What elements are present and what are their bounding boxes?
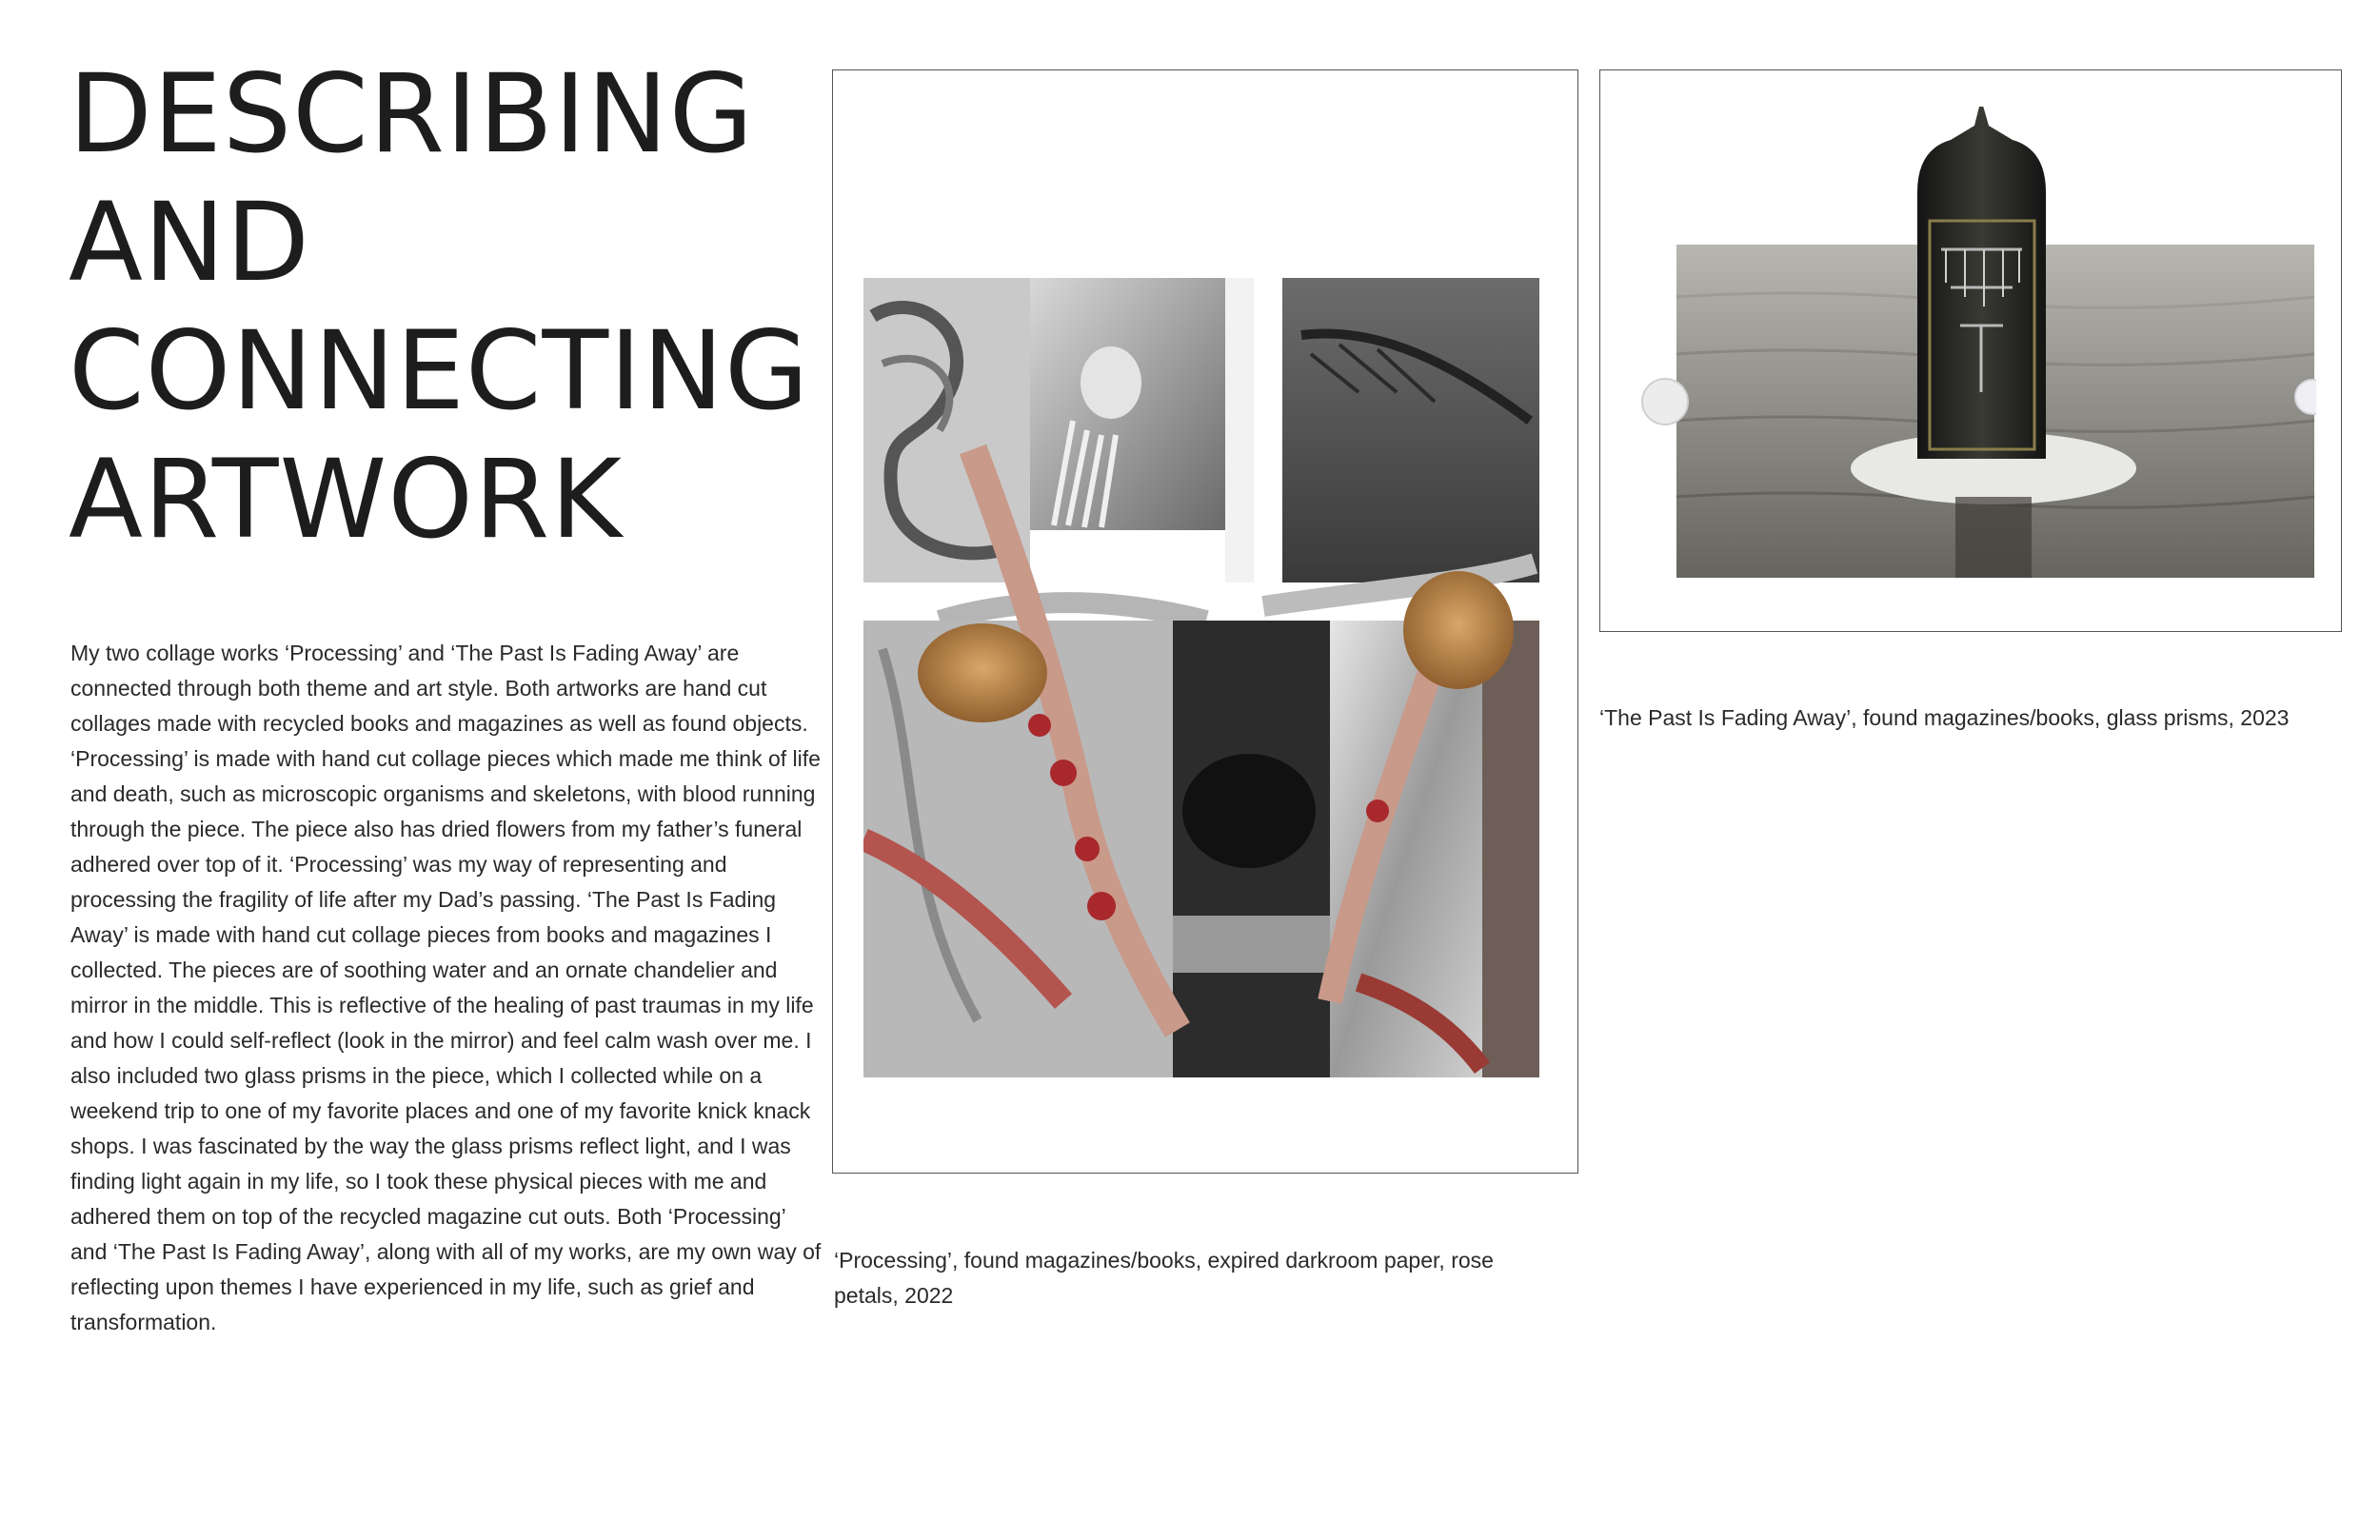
processing-collage-image [863, 278, 1539, 1077]
processing-artwork-frame [832, 69, 1578, 1174]
past-fading-caption: ‘The Past Is Fading Away’, found magazines/books, glass prisms, 2023 [1599, 705, 2290, 730]
title-line-3: CONNECTING [69, 307, 810, 434]
artist-statement: My two collage works ‘Processing’ and ‘The Past Is Fading Away’ are connected through both theme and art style. Both artworks are hand cut collages made with recycled books and magazines as well as found objects. ‘Processing’ is made with hand cut collage pieces which made me think of life and death, such as microscopic organisms and skeletons, with blood running through the piece. The piece also has dried flowers from my father’s funeral adhered over top of it. ‘Processing’ was my way of representing and processing the fragility of life after my Dad’s passing. ‘The Past Is Fading Away’ is made with hand cut collage pieces from books and magazines I collected. The pieces are of soothing water and an ornate chandelier and mirror in the middle. This is reflective of the healing of past traumas in my life and how I could self-reflect (look in the mirror) and feel calm wash over me. I also included two glass prisms in the piece, which I collected while on a weekend trip to one of my favorite places and one of my favorite knick knack shops. I was fascinated by the way the glass prisms reflect light, and I was finding light again in my life, so I took these physical pieces with me and adhered them on top of the recycled magazine cut outs. Both ‘Processing’ and ‘The Past Is Fading Away’, along with all of my works, are my own way of reflecting upon themes I have experienced in my life, such as grief and transformation. [70, 641, 822, 1334]
title-line-2: AND [69, 179, 311, 306]
title-line-1: DESCRIBING [69, 50, 755, 177]
title-line-4: ARTWORK [69, 436, 623, 563]
past-fading-collage-image [1627, 107, 2316, 602]
page-title [69, 49, 810, 563]
past-fading-artwork-frame [1599, 69, 2342, 632]
processing-caption: ‘Processing’, found magazines/books, expired darkroom paper, rose petals, 2022 [834, 1248, 1494, 1308]
